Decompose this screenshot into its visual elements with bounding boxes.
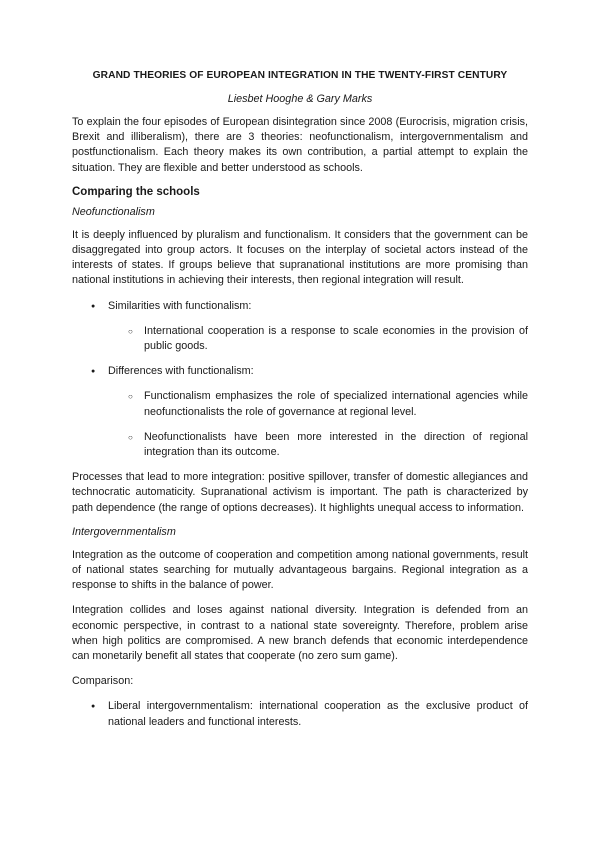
neofunctionalism-heading: Neofunctionalism (72, 205, 155, 218)
neofunctionalism-paragraph-2: Processes that lead to more integration: positive spillover, transfer of domestic allegiances and technocratic automaticity. Supranational activism is important. The path is characterized by path dependence (the range of options decreases). It highlights unequal access to information. (72, 471, 528, 514)
document-title: GRAND THEORIES OF EUROPEAN INTEGRATION IN THE TWENTY-FIRST CENTURY (92, 70, 508, 81)
list-item (72, 430, 528, 460)
difference-item: ○ Neofunctionalists have been more interested in the direction of regional integration than its outcome. (144, 430, 528, 459)
liberal-intergovernmentalism-item: ● Liberal intergovernmentalism: international cooperation as the exclusive product of national leaders and functional interests. (108, 700, 528, 728)
neofunctionalism-list (72, 299, 528, 461)
list-item (72, 299, 528, 314)
intro-paragraph: To explain the four episodes of European disintegration since 2008 (Eurocrisis, migration crisis, Brexit and illiberalism), there are 3 theories: neofunctionalism, intergovernmentalism and postfunctionalism. Each theory makes its own contribution, a partial attempt to explain the situation. They are flexible and better understood as schools. (72, 116, 528, 174)
intergovernmentalism-heading: Intergovernmentalism (72, 525, 176, 538)
list-item (72, 699, 528, 729)
list-item (72, 364, 528, 379)
intergovernmentalism-paragraph-2: Integration collides and loses against national diversity. Integration is defended from an economic perspective, in contrast to a national state sovereignty. Therefore, problem arise when high politics are compromised. A new branch defends that economic interdependence can monetarily benefit all states that cooperate (no zero sum game). (72, 604, 528, 663)
similarities-label: ● Similarities with functionalism: (108, 299, 252, 312)
similarity-item: ○ International cooperation is a response to scale economies in the provision of public goods. (144, 324, 528, 353)
difference-item: ○ Functionalism emphasizes the role of specialized international agencies while neofunctionalists the role of governance at regional level. (144, 390, 528, 418)
document-authors: Liesbet Hooghe & Gary Marks (227, 93, 373, 105)
neofunctionalism-paragraph-1: It is deeply influenced by pluralism and functionalism. It considers that the government can be disaggregated into group actors. It focuses on the interplay of societal actors instead of the interests of states. If groups believe that supranational institutions are more promising than national institutions in achieving their interests, then regional integration will result. (72, 228, 528, 287)
list-item (72, 389, 528, 419)
intergovernmentalism-paragraph-1: Integration as the outcome of cooperation and competition among national governments, result of national states searching for mutually advantageous bargains. Regional integration as a response to shifts in the balance of power. (72, 548, 528, 592)
comparison-label: Comparison: (72, 675, 134, 688)
differences-label: ● Differences with functionalism: (108, 365, 254, 378)
list-item (72, 324, 528, 354)
comparison-list (72, 699, 528, 729)
section-heading: Comparing the schools (72, 185, 200, 198)
